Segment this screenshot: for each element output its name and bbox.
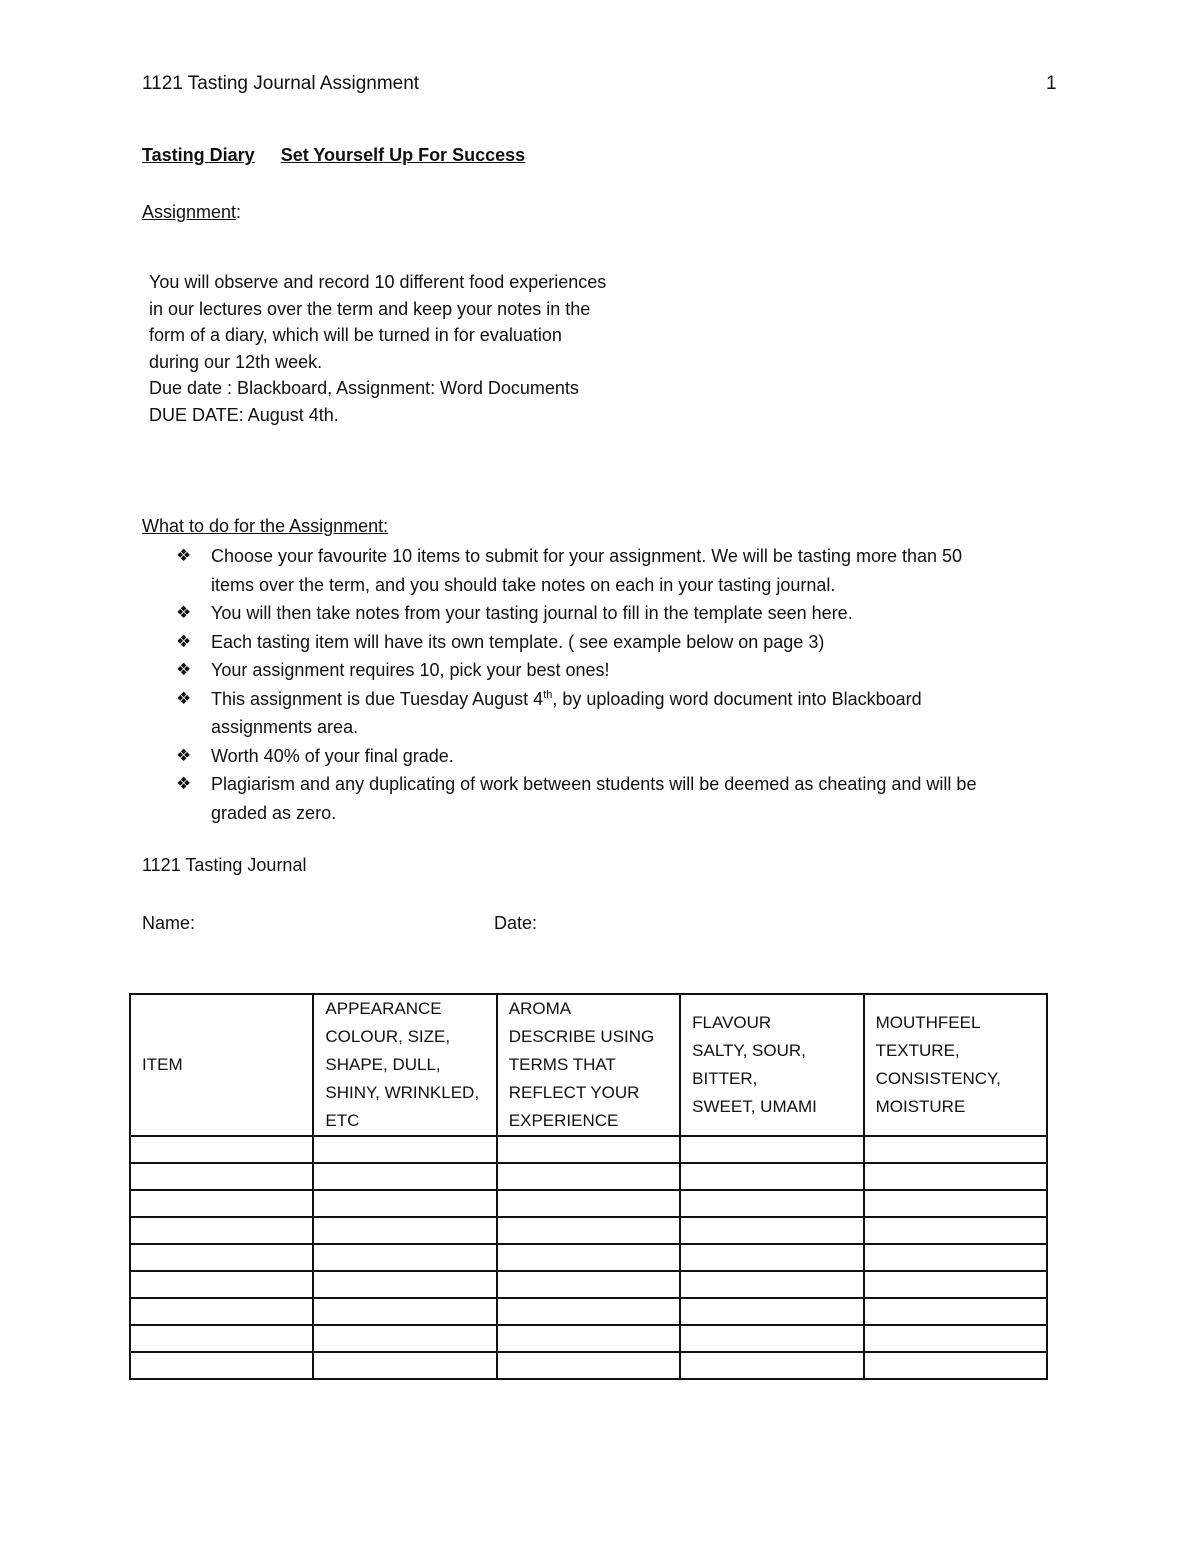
table-cell[interactable] [130, 1325, 313, 1352]
table-cell[interactable] [130, 1217, 313, 1244]
instruction-list [176, 542, 1076, 827]
table-body [130, 1136, 1047, 1379]
table-row [130, 1298, 1047, 1325]
table-cell[interactable] [497, 1163, 680, 1190]
diamond-bullet-icon: ❖ [176, 688, 192, 708]
intro-line: You will observe and record 10 different food experiences [149, 272, 607, 292]
table-cell[interactable] [680, 1271, 863, 1298]
table-cell[interactable] [130, 1352, 313, 1379]
table-cell[interactable] [497, 1244, 680, 1271]
assignment-heading [142, 202, 241, 223]
table-cell[interactable] [680, 1136, 863, 1163]
table-cell[interactable] [313, 1217, 496, 1244]
header-title: 1121 Tasting Journal Assignment [142, 73, 420, 94]
table-row [130, 1352, 1047, 1379]
table-cell[interactable] [313, 1352, 496, 1379]
table-cell[interactable] [680, 1190, 863, 1217]
table-cell[interactable] [497, 1352, 680, 1379]
header-appearance: APPEARANCE COLOUR, SIZE, SHAPE, DULL, SHINY, WRINKLED, ETC [313, 994, 496, 1136]
header-aroma: AROMA DESCRIBE USING TERMS THAT REFLECT YOUR EXPERIENCE [497, 994, 680, 1136]
instruction-item-due-date: ❖ This assignment is due Tuesday August 4th, by uploading word document into Blackboard assignments area. [176, 685, 1076, 742]
instruction-item: ❖ You will then take notes from your tasting journal to fill in the template seen here. [176, 599, 1076, 628]
assignment-label: Assignment [142, 202, 237, 222]
table-cell[interactable] [680, 1325, 863, 1352]
what-to-do-heading: What to do for the Assignment: [142, 516, 389, 536]
table-cell[interactable] [680, 1352, 863, 1379]
table-cell[interactable] [313, 1136, 496, 1163]
table-cell[interactable] [313, 1298, 496, 1325]
table-cell[interactable] [497, 1298, 680, 1325]
header-item: ITEM [130, 994, 313, 1136]
instruction-item: ❖ Each tasting item will have its own template. ( see example below on page 3) [176, 628, 1076, 657]
table-cell[interactable] [864, 1244, 1047, 1271]
date-label: Date: [494, 913, 538, 933]
table-cell[interactable] [864, 1352, 1047, 1379]
tasting-journal-table [129, 993, 1048, 1380]
table-header-row [130, 994, 1047, 1136]
intro-line: form of a diary, which will be turned in for evaluation [149, 325, 562, 345]
table-cell[interactable] [130, 1271, 313, 1298]
header-flavour: FLAVOUR SALTY, SOUR, BITTER, SWEET, UMAMI [680, 994, 863, 1136]
table-cell[interactable] [680, 1217, 863, 1244]
diamond-bullet-icon: ❖ [176, 774, 192, 793]
journal-title: 1121 Tasting Journal [142, 855, 307, 875]
table-cell[interactable] [130, 1190, 313, 1217]
document-title-part1: Tasting Diary [142, 145, 255, 165]
table-cell[interactable] [497, 1217, 680, 1244]
table-cell[interactable] [864, 1298, 1047, 1325]
page-number: 1 [1046, 73, 1057, 94]
table-cell[interactable] [864, 1325, 1047, 1352]
table-cell[interactable] [313, 1244, 496, 1271]
header-mouthfeel: MOUTHFEEL TEXTURE, CONSISTENCY, MOISTURE [864, 994, 1047, 1136]
table-cell[interactable] [130, 1163, 313, 1190]
table-cell[interactable] [680, 1163, 863, 1190]
table-row [130, 1217, 1047, 1244]
intro-line: during our 12th week. [149, 351, 323, 372]
table-cell[interactable] [313, 1163, 496, 1190]
table-row [130, 1163, 1047, 1190]
table-cell[interactable] [680, 1244, 863, 1271]
table-row [130, 1190, 1047, 1217]
name-label: Name: [142, 913, 196, 933]
table-cell[interactable] [313, 1271, 496, 1298]
document-title [142, 145, 525, 166]
table-cell[interactable] [864, 1136, 1047, 1163]
table-cell[interactable] [497, 1271, 680, 1298]
diamond-bullet-icon: ❖ [176, 660, 192, 679]
table-cell[interactable] [130, 1244, 313, 1271]
table-row [130, 1244, 1047, 1271]
table-cell[interactable] [864, 1163, 1047, 1190]
instruction-item: ❖ Worth 40% of your final grade. [176, 742, 1076, 771]
diamond-bullet-icon: ❖ [176, 546, 192, 565]
instruction-item: ❖ Plagiarism and any duplicating of work between students will be deemed as cheating and will be graded as zero. [176, 770, 1076, 827]
instruction-item: ❖ Your assignment requires 10, pick your best ones! [176, 656, 1076, 685]
table-row [130, 1325, 1047, 1352]
diamond-bullet-icon: ❖ [176, 745, 192, 765]
table-cell[interactable] [130, 1136, 313, 1163]
instruction-item: ❖ Choose your favourite 10 items to submit for your assignment. We will be tasting more than 50 items over the term, and you should take notes on each in your tasting journal. [176, 542, 1076, 599]
table-cell[interactable] [497, 1190, 680, 1217]
table-cell[interactable] [497, 1136, 680, 1163]
intro-line: in our lectures over the term and keep your notes in the [149, 298, 591, 319]
table-cell[interactable] [497, 1325, 680, 1352]
document-title-part2: Set Yourself Up For Success [280, 145, 526, 165]
table-cell[interactable] [864, 1217, 1047, 1244]
assignment-intro [149, 269, 606, 428]
table-row [130, 1136, 1047, 1163]
intro-line-due-date-caps: DUE DATE: August 4th. [149, 404, 339, 425]
table-cell[interactable] [680, 1298, 863, 1325]
assignment-colon: : [236, 202, 242, 222]
table-cell[interactable] [864, 1271, 1047, 1298]
intro-line-due-date: Due date : Blackboard, Assignment: Word Documents [149, 378, 579, 398]
table-cell[interactable] [130, 1298, 313, 1325]
table-cell[interactable] [313, 1325, 496, 1352]
table-row [130, 1271, 1047, 1298]
diamond-bullet-icon: ❖ [176, 603, 192, 622]
table-cell[interactable] [313, 1190, 496, 1217]
superscript-th: th [543, 688, 553, 701]
table-cell[interactable] [864, 1190, 1047, 1217]
diamond-bullet-icon: ❖ [176, 631, 192, 651]
